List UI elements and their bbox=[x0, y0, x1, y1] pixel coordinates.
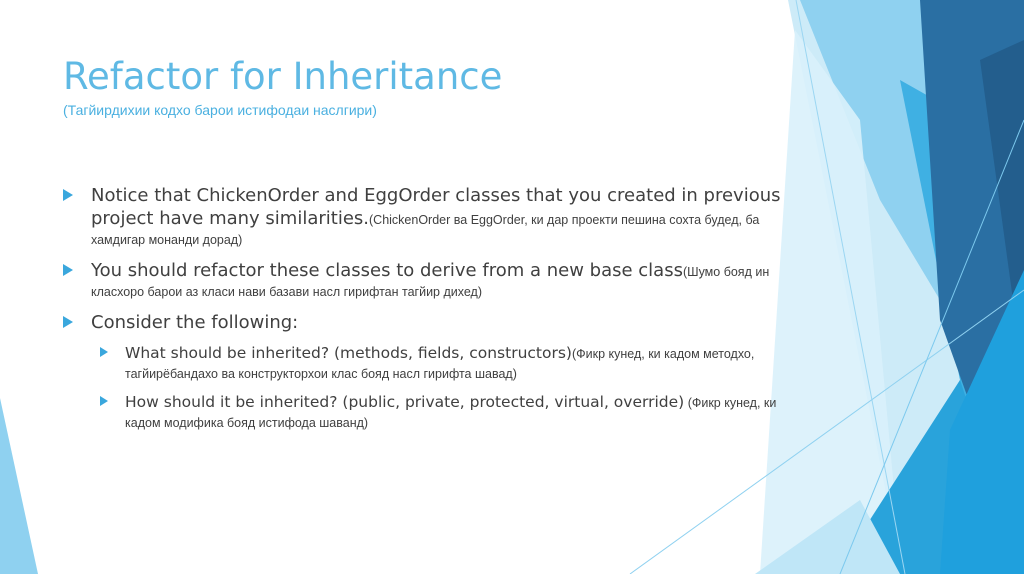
bullet-list bbox=[63, 184, 783, 441]
triangle-right-icon bbox=[63, 189, 73, 201]
sub-bullet-item bbox=[91, 343, 783, 384]
sub-bullet-text: How should it be inherited? (public, private, protected, virtual, override) bbox=[125, 393, 685, 411]
bullet-note: (Шумо бояд ин класхоро барои аз класи нави базави насл гирифтан тагйир дихед) bbox=[91, 265, 770, 299]
sub-bullet-text: What should be inherited? (methods, fields, constructors) bbox=[125, 344, 572, 362]
slide-title: Refactor for Inheritance bbox=[63, 55, 503, 98]
sub-bullet-note: (Фикр кунед, ки кадом методхо, тагйирёбандахо ва конструкторхои клас бояд насл гирифта шавад) bbox=[125, 347, 755, 381]
slide-subtitle: (Тагйирдихии кодхо барои истифодаи наслгири) bbox=[63, 102, 377, 118]
sub-bullet-item bbox=[91, 392, 783, 433]
bullet-item bbox=[63, 259, 783, 302]
triangle-right-icon bbox=[100, 396, 108, 406]
bullet-item bbox=[63, 184, 783, 250]
bullet-item bbox=[63, 311, 783, 334]
bullet-text: Consider the following: bbox=[91, 312, 299, 333]
sub-bullet-note: (Фикр кунед, ки кадом модифика бояд истифода шаванд) bbox=[125, 396, 777, 430]
bullet-text: Notice that ChickenOrder and EggOrder classes that you created in previous project have many similarities. bbox=[91, 185, 781, 229]
triangle-right-icon bbox=[63, 316, 73, 328]
left-edge-shard bbox=[0, 398, 38, 574]
triangle-right-icon bbox=[100, 347, 108, 357]
bullet-note: (ChickenOrder ва EggOrder, ки дар проекти пешина сохта будед, ба хамдигар монанди дорад) bbox=[91, 213, 760, 247]
bullet-text: You should refactor these classes to derive from a new base class bbox=[91, 260, 683, 281]
triangle-right-icon bbox=[63, 264, 73, 276]
